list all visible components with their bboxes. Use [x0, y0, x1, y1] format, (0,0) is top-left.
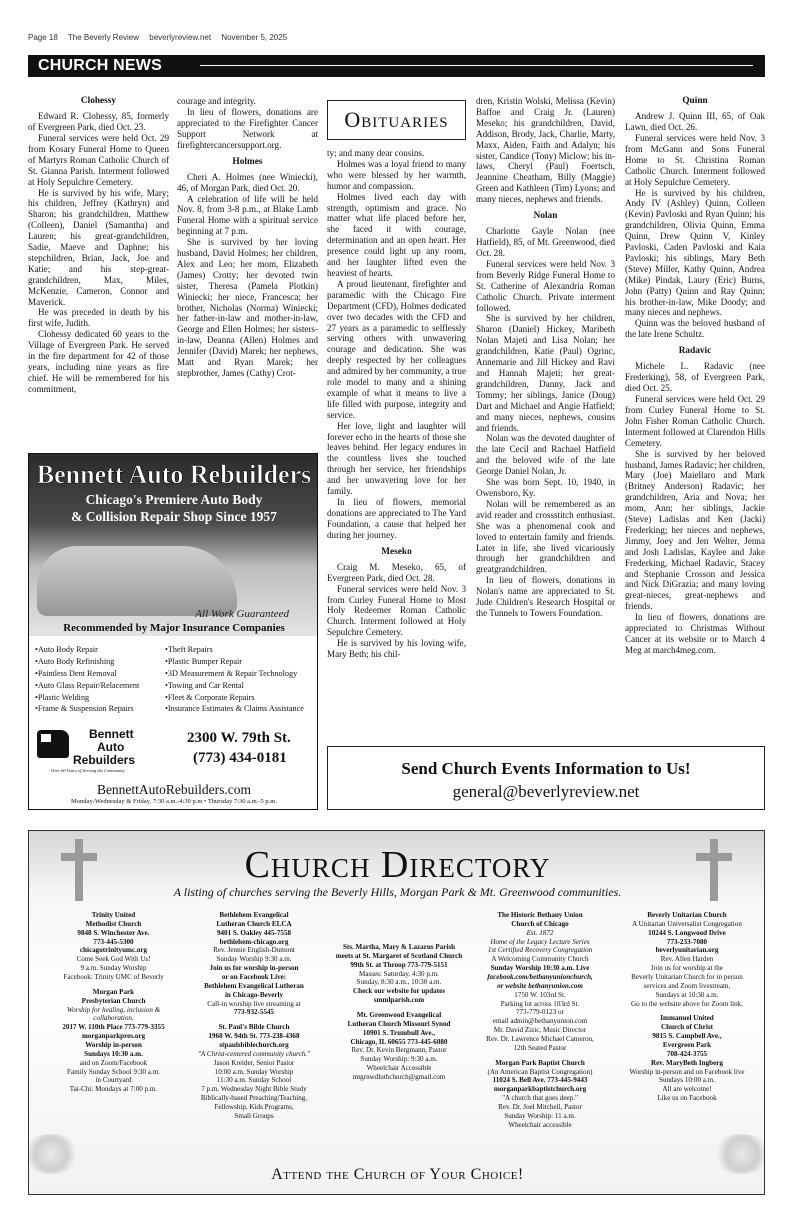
services-left — [35, 644, 165, 715]
obit-name: Clohessy — [80, 96, 117, 106]
obit-paragraph: Charlotte Gayle Nolan (nee Hatfield), 85, of Mt. Greenwood, died Oct. 28. — [476, 226, 615, 259]
obit-paragraph: He is survived by his loving wife, Mary Beth; his chil- — [327, 638, 466, 660]
directory-line: Church of Chicago — [511, 919, 569, 928]
directory-line: chicagotrinityumc.org — [79, 946, 148, 955]
directory-title: Church Directory — [244, 844, 551, 886]
obituaries-heading: Obituaries — [344, 107, 449, 132]
directory-line: Sundays 10:30 a.m. — [84, 1049, 143, 1058]
obit-paragraph: She is survived by her children, Sharon (Daniel) Hickey, Maribeth Nolan Majeti and Lisa Nolan; her grandchildren, Katie (Paul) Ogrinc, Annemarie and Jill Hickey and Ravi and Hannah Majeti; her great-grandchildren, Danny, Jack and Tommy; her siblings, Janice (Doug) Dart and Michael and Angie Hatfield; and many nieces, nephews, cousins and friends. — [476, 313, 615, 433]
directory-line: Fellowship, Kids Programs, — [214, 1103, 294, 1112]
issue-date: November 5, 2025 — [221, 33, 288, 42]
obit-paragraph: He was preceded in death by his first wife, Judith. — [28, 307, 169, 329]
directory-line: meets at St. Margaret of Scotland Church — [335, 951, 463, 960]
directory-line: Immanuel United — [660, 1014, 714, 1023]
directory-line: Like us on Facebook — [657, 1094, 717, 1103]
directory-line: "A Christ-centered community church." — [197, 1049, 311, 1058]
directory-line: Methodist Church — [85, 919, 142, 928]
directory-line: Presbyterian Church — [81, 996, 146, 1005]
directory-line: 773-445-5300 — [93, 937, 134, 946]
service-item: • Plastic Bumper Repair — [165, 656, 315, 668]
ad-guarantee: All Work Guaranteed — [195, 608, 289, 620]
directory-line: services and Zoom livestream, — [643, 981, 731, 990]
obit-paragraph: Clohessy dedicated 60 years to the Village of Evergreen Park. He served in the fire department for 42 of those years, including nine years as fire chief. He will be remembered for his commitment, — [28, 329, 169, 394]
obit-name: Meseko — [381, 546, 412, 557]
obit-name: Quinn — [682, 96, 708, 106]
service-item: • Insurance Estimates & Claims Assistance — [165, 703, 315, 715]
directory-line: Bethlehem Evangelical — [219, 911, 289, 919]
directory-column-4 — [469, 911, 611, 1130]
directory-line: Join us for worship in-person — [209, 964, 299, 973]
directory-line: 7 p.m. Wednesday Night Bible Study — [201, 1085, 307, 1094]
directory-line: Mr. David Zizic, Music Director — [493, 1026, 587, 1035]
obit-paragraph: Funeral services were held Nov. 3 from Curley Funeral Home to Most Holy Redeemer Roman Catholic Church. Interment followed at Holy Sepulchre Cemetery. — [327, 583, 466, 638]
directory-line: 10901 S. Trumbull Ave., — [362, 1028, 436, 1037]
obit-paragraph: Funeral services were held Nov. 3 from Beverly Ridge Funeral Home to St. Catherine of Alexandria Roman Catholic Church. Private interment followed. — [476, 258, 615, 313]
obituaries-heading-box — [327, 100, 466, 140]
directory-line: Sundays 10:00 a.m. — [659, 1076, 715, 1085]
obit-paragraph: Cheri A. Holmes (nee Winiecki), 46, of Morgan Park, died Oct. 20. — [177, 171, 318, 193]
directory-line: Church of Christ — [661, 1023, 713, 1032]
obit-column-3 — [327, 148, 466, 728]
service-item: • Paintless Dent Removal — [35, 668, 165, 680]
directory-line: A Unitarian Universalist Congregation — [632, 919, 742, 928]
service-item: • 3D Measurement & Repair Technology — [165, 668, 315, 680]
directory-line: Sunday Worship 10:30 a.m. Live — [490, 964, 590, 973]
logo-text: Bennett — [89, 727, 134, 741]
obit-paragraph: She was born Sept. 10, 1940, in Owensboro, Ky. — [476, 477, 615, 498]
directory-line: Sts. Martha, Mary & Lazarus Parish — [342, 943, 456, 951]
directory-line: Masses: Saturday, 4:30 p.m. — [359, 969, 439, 978]
directory-line: Tai-Chi: Mondays at 7:00 p.m. — [69, 1085, 158, 1094]
car-image — [37, 546, 237, 616]
directory-line: Worship in-person and on Facebook live — [629, 1067, 745, 1076]
service-item: • Auto Glass Repair/Relacement — [35, 680, 165, 692]
ad-subtitle: & Collision Repair Shop Since 1957 — [71, 509, 277, 524]
page-number: Page 18 — [28, 33, 58, 42]
logo-tagline: Over 60 Years of Serving the Community — [51, 768, 125, 773]
obit-paragraph: Funeral services were held Nov. 3 from McGann and Sons Funeral Home to St. Christina Roman Catholic Church. Interment followed at Holy Sepulchre Cemetery. — [625, 132, 765, 187]
church-events-box — [327, 746, 765, 810]
directory-footer: Attend the Church of Your Choice! — [271, 1166, 524, 1183]
directory-line: 9 a.m. Sunday Worship — [80, 964, 147, 973]
directory-line: Worship in-person — [85, 1041, 142, 1050]
obit-paragraph: She is survived by her loving husband, David Holmes; her children, Alex and Leo; her mom, Elizabeth (James) Crotty; her devoted twin sister, Theresa (Pamela Plotkin) Winiecki; her niece, Francesca; her brother, Nicholas (Norma) Winiecki; her father-in-law and mother-in-law, George and Ellen Holmes; her sisters-in-law, Deanna (Allen) Holmes and Jennifer (David) Marek; her nephews, Matt and Ryan Marek; her stepbrother, James (Cathy) Crot- — [177, 237, 318, 378]
obit-column-1 — [28, 96, 169, 448]
directory-line: 11:30 a.m. Sunday School — [216, 1076, 292, 1085]
directory-line: Evergreen Park — [662, 1041, 712, 1050]
directory-line: Parking lot across 103rd St. — [500, 999, 580, 1008]
directory-line: Go to the website above for Zoom link. — [631, 999, 743, 1008]
obit-paragraph: Craig M. Meseko, 65, of Evergreen Park, died Oct. 28. — [327, 561, 466, 583]
obit-paragraph: Nolan was the devoted daughter of the late Cecil and Rachael Hatfield and the beloved wife of the late George Daniel Nolan, Jr. — [476, 433, 615, 477]
directory-line: 1960 W. 94th St. 773-238-4368 — [208, 1032, 300, 1041]
directory-line: The Historic Bethany Union — [497, 911, 583, 919]
ad-recommendation: Recommended by Major Insurance Companies — [63, 622, 285, 634]
obit-paragraph: In lieu of flowers, donations are appreciated to the Firefighter Cancer Support Network at firefightercancersupport.org. — [177, 106, 318, 150]
directory-line: Family Sunday School 9:30 a.m. — [66, 1067, 160, 1076]
directory-line: 99th St. at Throop 773-779-5151 — [350, 960, 448, 969]
directory-line: bethlehem-chicago.org — [219, 937, 289, 946]
directory-line: All are welcome! — [662, 1085, 712, 1094]
directory-line: 2017 W. 110th Place 773-779-3355 — [62, 1023, 165, 1032]
obit-name: Radavic — [678, 346, 712, 357]
directory-line: Rev. MaryBeth Ingberg — [651, 1058, 723, 1067]
directory-line: Sunday Worship 9:30 a.m. — [216, 955, 292, 964]
directory-line: Chicago, IL 60655 773-445-6080 — [350, 1037, 448, 1046]
directory-line: Rev. Jennie English-Dumont — [213, 946, 295, 955]
obit-paragraph: dren, Kristin Wolski, Melissa (Kevin) Baffoe and Craig Jr. (Lauren) Meseko; his grandchildren, David, Addison, Brody, Jack, Charlie, Marty, Maxx, Aiden, Faith and Adalyn; his sister, Candice (Tony) Miclow; his in-laws, Cheryl (Paul) Foertsch, Jeannine Cheatham, Billy (Maggie) Green and Kathleen (Tim) Lyons; and many nieces, nephews and friends. — [476, 96, 615, 205]
tow-truck-icon — [37, 730, 69, 758]
directory-line: 10244 S. Longwood Drive — [648, 928, 726, 937]
obit-name: Nolan — [533, 211, 558, 222]
obit-column-4 — [476, 96, 615, 728]
directory-line: 10:00 a.m. Sunday Worship — [214, 1067, 294, 1076]
directory-column-3 — [329, 943, 469, 1082]
directory-line: 9848 S. Winchester Ave. — [77, 928, 150, 937]
directory-line: 773-779-0123 or — [516, 1008, 564, 1017]
directory-line: Morgan Park Baptist Church — [495, 1058, 585, 1067]
obit-paragraph: Edward R. Clohessy, 85, formerly of Evergreen Park, died Oct. 23. — [28, 111, 169, 133]
obit-paragraph: He is survived by his wife, Mary; his children, Jeffrey (Kathryn) and Sharon; his grandchildren, Matthew (Colleen), Daniel (Samantha) and Lauren; his great-grandchildren, Sadie, Maeve and Daphne; his stepchildren, Brian, Jack, Joe and Katie; and his step-great-grandchildren, Max, Miles, McKenzie, Cameron, Connor and Maverick. — [28, 187, 169, 307]
directory-line: Join us for worship at the — [651, 964, 723, 973]
ad-subtitle: Chicago's Premiere Auto Body — [85, 492, 263, 507]
directory-line: beverlyunitarian.org — [655, 946, 719, 955]
directory-line: Check our website for updates — [353, 987, 445, 996]
directory-line: in Courtyard — [95, 1076, 132, 1085]
service-item: • Plastic Welding — [35, 692, 165, 704]
directory-line: Home of the Legacy Lecture Series — [490, 937, 590, 946]
directory-line: Beverly Unitarian Church — [647, 911, 727, 919]
directory-line: Wheelchair accessible — [508, 1120, 572, 1129]
directory-line: Wheelchair Accessible — [366, 1064, 432, 1073]
directory-line: email admin@bethanyunion.com — [492, 1017, 588, 1026]
directory-line: facebook.com/bethanyunionchurch, — [487, 973, 593, 982]
directory-line: Jason Kreider, Senior Pastor — [213, 1058, 295, 1067]
directory-line: 9815 S. Campbell Ave., — [652, 1032, 722, 1041]
directory-line: Est. 1872 — [526, 928, 554, 937]
directory-line: and on Zoom/Facebook — [79, 1058, 148, 1067]
directory-line: Rev. Dr. Lawrence Michael Cameron, — [486, 1035, 594, 1044]
directory-column-5 — [617, 911, 757, 1103]
directory-line: A Welcoming Community Church — [491, 955, 589, 964]
directory-line: Sunday, 8:30 a.m., 10:30 a.m. — [356, 978, 442, 987]
directory-line: Facebook: Trinity UMC of Beverly — [63, 973, 164, 982]
directory-line: Rev. Dr. Joel Mitchell, Pastor — [498, 1103, 582, 1112]
church-directory — [28, 830, 765, 1195]
obit-paragraph: Nolan will be remembered as an avid reader and crossstitch enthusiast. She was a phenomenal cook and loved to entertain family and friends. Later in life, she lived vicariously through her grandchildren and greatgrandchildren. — [476, 498, 615, 575]
obit-paragraph: Holmes lived each day with strength, optimism and grace. No matter what life placed before her, she faced it with courage, determination and an open heart. Her presence could light up any room, and her laughter lifted even the heaviest of hearts. — [327, 191, 466, 278]
section-title: CHURCH NEWS — [38, 57, 162, 74]
directory-column-1 — [51, 911, 176, 1094]
directory-column-2 — [189, 911, 319, 1121]
directory-line: Bethlehem Evangelical Lutheran — [204, 981, 304, 990]
ad-title: Bennett Auto Rebuilders — [36, 460, 312, 489]
ad-website: BennettAutoRebuilders.com — [96, 782, 252, 797]
directory-line: Lutheran Church Missouri Synod — [347, 1019, 451, 1028]
obit-column-5 — [625, 96, 765, 736]
obit-paragraph: A proud lieutenant, firefighter and paramedic with the Chicago Fire Department (CFD), Holmes dedicated over two decades with the CFD and 27 years as a paramedic to selflessly serving others with unwavering courage and dedication. She was deeply respected by her colleagues and admired by her community, a true role model to many and a shining example of what it means to live a life filled with purpose, integrity and service. — [327, 278, 466, 420]
services-right — [165, 644, 315, 715]
obit-paragraph: courage and integrity. — [177, 96, 256, 106]
obit-paragraph: Andrew J. Quinn III, 65, of Oak Lawn, died Oct. 26. — [625, 111, 765, 133]
directory-line: Beverly Unitarian Church for in person — [631, 973, 743, 982]
directory-subtitle: A listing of churches serving the Beverly Hills, Morgan Park & Mt. Greenwood communities. — [173, 885, 622, 899]
directory-line: Morgan Park — [92, 987, 135, 996]
events-email: general@beverlyreview.net — [452, 782, 640, 801]
directory-line: Small Groups — [234, 1111, 274, 1120]
directory-line: 12th Seated Pastor — [513, 1043, 567, 1052]
service-item: • Towing and Car Rental — [165, 680, 315, 692]
bennett-auto-ad — [28, 453, 318, 810]
directory-line: mtgrnwdluthchurch@gmail.com — [352, 1073, 446, 1082]
directory-line: Rev. Allen Harden — [660, 955, 714, 964]
directory-line: 773-233-7080 — [666, 937, 708, 946]
directory-line: Trinity United — [91, 911, 136, 919]
obit-column-2 — [177, 96, 318, 448]
directory-line: or on Facebook Live: — [221, 973, 287, 982]
directory-line: 1750 W. 103rd St. — [514, 990, 566, 999]
obit-paragraph: She is survived by her beloved husband, James Radavic; her children, Mary (Joe) Maiellaro and Mark (Britney Anderson) Radavic; her grandchildren, Aria and Nova; her mom, Ann; her siblings, Jackie (Steve) Ladislas and Ken (Jacki) Frederking; her nieces and nephews, Jimmy, Joey and Jen Welter, Jenna and Josh Ladislas, Kaylee and Jake Frederking, Michael Radavic, Stacey and Stephanie Crosson and Jessica and Nick DiGrazia; and many loving great-nieces, great-nephews and friends. — [625, 448, 765, 612]
directory-line: Call-in worship live streaming at — [207, 999, 301, 1008]
obit-paragraph: In lieu of flowers, donations are appreciated to Christmas Without Cancer at its website or to March 4 Meg at march4meg.com. — [625, 612, 765, 655]
service-item: • Theft Repairs — [165, 644, 315, 656]
directory-line: Lutheran Church ELCA — [216, 919, 292, 928]
obit-paragraph: In lieu of flowers, memorial donations are appreciated to The Yard Foundation, a cause that helped her during her journey. — [327, 497, 466, 540]
paper-website: beverlyreview.net — [149, 33, 212, 42]
directory-line: or website bethanyunion.com — [497, 981, 583, 990]
service-item: • Auto Body Repair — [35, 644, 165, 656]
ad-logo — [33, 726, 173, 776]
obit-paragraph: Holmes was a loyal friend to many who were blessed by her warmth, humor and compassion. — [327, 158, 466, 191]
directory-line: Biblically-based Preaching/Teaching, — [200, 1094, 308, 1103]
logo-text: Rebuilders — [73, 753, 136, 767]
section-rule — [200, 65, 753, 66]
obit-paragraph: In lieu of flowers, donations in Nolan's name are appreciated to St. Jude Children's Research Hospital or the Tunnels to Towers Foundation. — [476, 575, 615, 618]
directory-line: 773-932-5545 — [233, 1008, 275, 1017]
directory-line: 1st Certified Recovery Congregation — [487, 946, 593, 955]
obit-name: Holmes — [232, 156, 263, 167]
directory-line: Sunday Worship: 9:30 a.m. — [360, 1055, 438, 1064]
ad-phone: (773) 434-0181 — [193, 750, 287, 766]
directory-line: 708-424-3755 — [666, 1049, 708, 1058]
obit-paragraph: Funeral services were held Oct. 29 from Curley Funeral Home to St. John Fisher Roman Catholic Church. Interment followed at Clarendon Hills Cemetery. — [625, 394, 765, 448]
ad-hours: Monday-Wednesday & Friday, 7:30 a.m.-4:30 p.m • Thursday 7:30 a.m.-5 p.m. — [71, 798, 277, 805]
service-item: • Auto Body Refinishing — [35, 656, 165, 668]
directory-line: Sunday Worship: 11 a.m. — [504, 1111, 576, 1120]
obit-paragraph: Her love, light and laughter will forever echo in the hearts of those she leaves behind. Her legacy endures in the countless lives she touched through her service, her friendships and her unwavering love for her family. — [327, 420, 466, 497]
directory-line: "A church that goes deep." — [502, 1094, 578, 1103]
directory-line: Mt. Greenwood Evangelical — [356, 1011, 442, 1020]
directory-line: Come Seek God With Us! — [76, 955, 151, 964]
directory-line: in Chicago-Beverly — [224, 990, 284, 999]
directory-line: morganparkbaptistchurch.org — [493, 1085, 587, 1094]
directory-line: morganparkpres.org — [81, 1032, 146, 1041]
logo-text: Auto — [97, 740, 125, 754]
obit-paragraph: Michele L. Radavic (nee Frederking), 58, of Evergreen Park, died Oct. 25. — [625, 361, 765, 394]
directory-line: 11024 S. Bell Ave. 773-445-9443 — [492, 1076, 588, 1085]
ad-address: 2300 W. 79th St. — [187, 730, 291, 746]
ad-services-list — [35, 644, 315, 715]
directory-line: 9401 S. Oakley 445-7558 — [216, 928, 292, 937]
obit-paragraph: Quinn was the beloved husband of the late Irene Schultz. — [625, 318, 765, 340]
paper-name: The Beverly Review — [67, 33, 140, 42]
obit-paragraph: A celebration of life will be held Nov. 8, from 3-8 p.m., at Blake Lamb Funeral Home with a spiritual service beginning at 7 p.m. — [177, 193, 318, 237]
events-headline: Send Church Events Information to Us! — [401, 759, 691, 778]
directory-line: Worship for healing, inclusion & collaboration. — [66, 1005, 161, 1023]
directory-line: Sundays at 10:30 a.m. — [655, 990, 719, 999]
directory-line: St. Paul's Bible Church — [218, 1023, 290, 1032]
obit-paragraph: ty; and many dear cousins. — [327, 148, 425, 158]
page-folio — [28, 33, 768, 42]
obit-paragraph: He is survived by his children, Andy IV (Ashley) Quinn, Colleen (Kevin) Pavloski and Ryan Quinn; his grandchildren, Olivia Quinn, Emma Quinn, Drew Quinn V, Kinley Pavloski, Caden Pavloski and Kaia Pavloski; his siblings, Mary Beth (Steve) Miller, Kathy Quinn, Andrea (Mike) Pindak, Laury (Eric) Burns, John (Patty) Quinn and Ray Quinn; his brother-in-law, Mike Doody; and many nieces and nephews. — [625, 187, 765, 318]
directory-line: smmlparish.com — [373, 996, 425, 1005]
directory-line: (An American Baptist Congregation) — [487, 1067, 593, 1076]
obit-paragraph: Funeral services were held Oct. 29 from Kosary Funeral Home to Queen of Martyrs Roman Catholic Church of St. Gianna Parish. Interment followed at Holy Sepulchre Cemetery. — [28, 132, 169, 187]
directory-line: stpaulsbiblechurch.org — [219, 1041, 289, 1050]
section-header — [28, 55, 765, 77]
directory-line: Rev. Dr. Kevin Bergmann, Pastor — [351, 1046, 447, 1055]
service-item: • Fleet & Corporate Repairs — [165, 692, 315, 704]
service-item: • Frame & Suspension Repairs — [35, 703, 165, 715]
